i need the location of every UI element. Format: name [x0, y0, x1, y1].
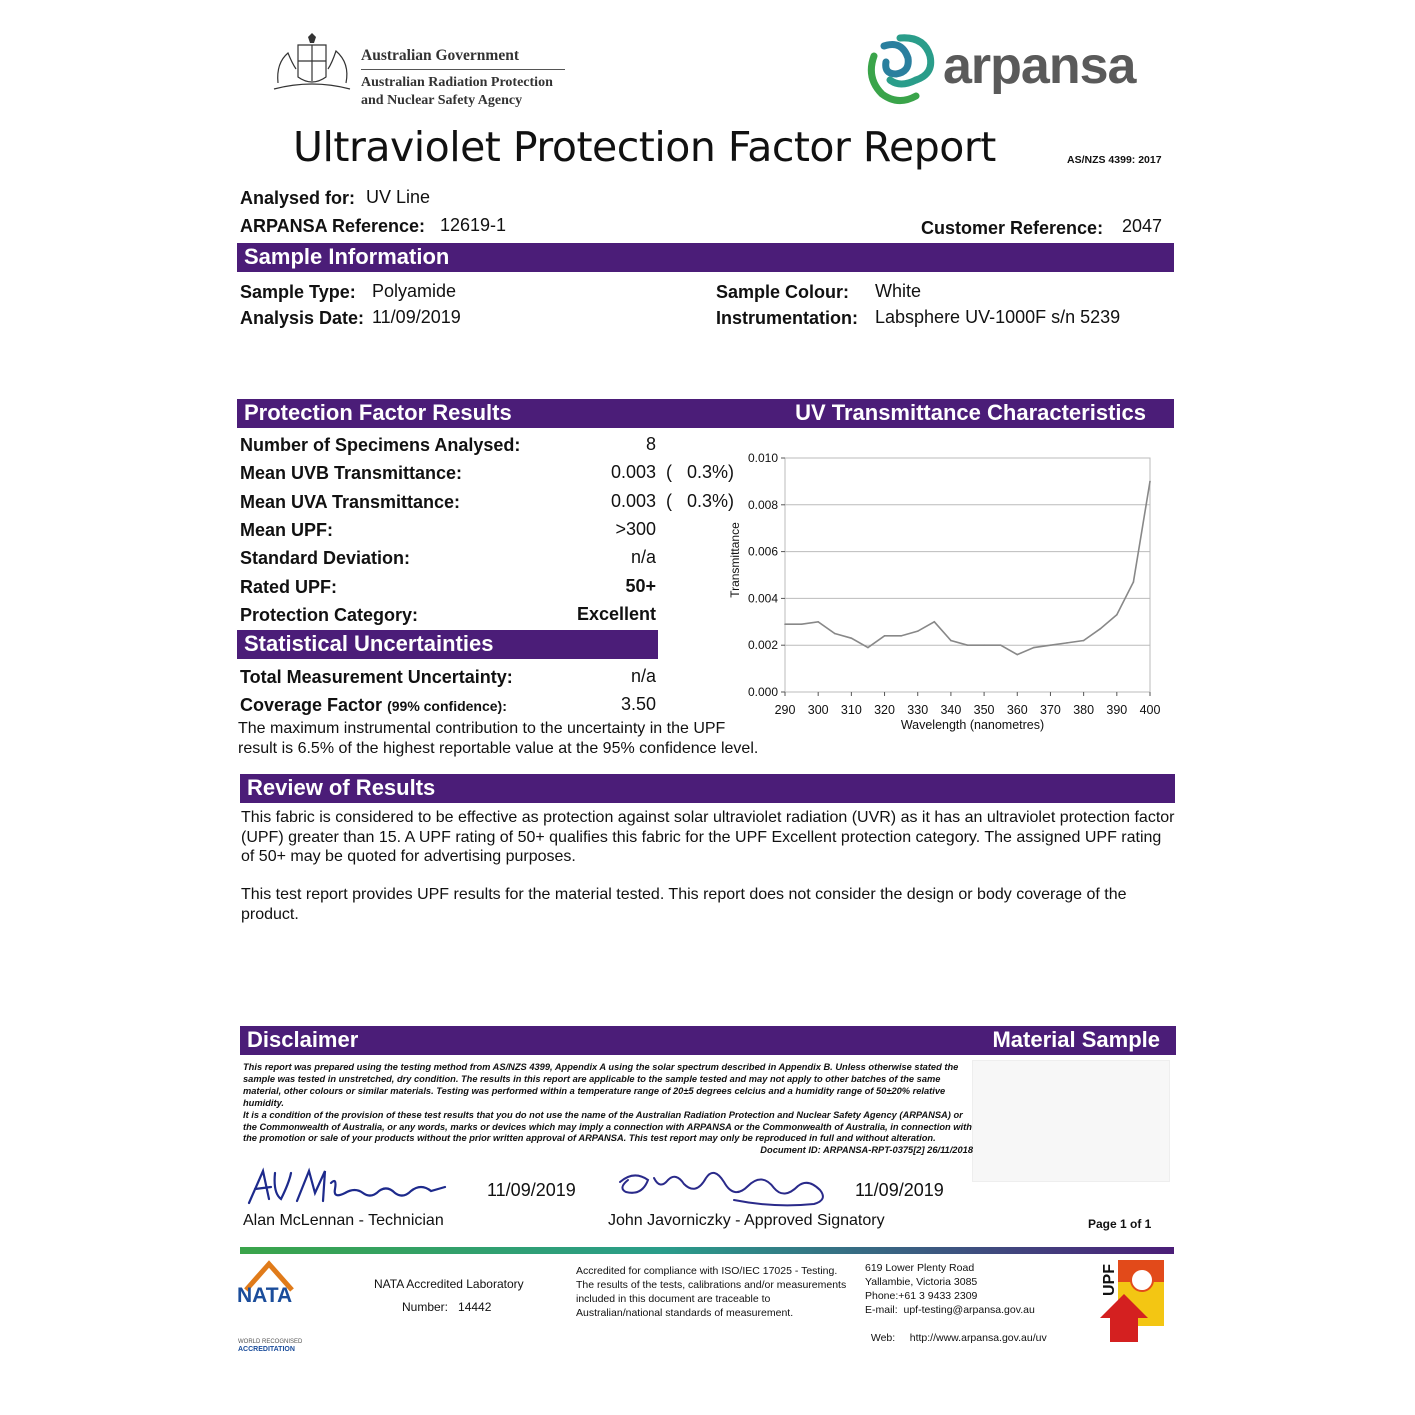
address-line-2: Yallambie, Victoria 3085 [865, 1276, 978, 1288]
y-axis-label: Transmittance [728, 522, 742, 598]
x-tick-label: 360 [1006, 703, 1028, 717]
rated-upf-value: 50+ [625, 576, 656, 596]
std-dev-label: Standard Deviation: [240, 548, 411, 568]
customer-ref-label: Customer Reference: [921, 218, 1104, 238]
data-point [851, 637, 853, 639]
accreditation-line-4: Australian/national standards of measurement. [576, 1307, 794, 1319]
arpansa-ref-value: 12619-1 [440, 215, 507, 235]
review-paragraph-2: This test report provides UPF results for the material tested. This report does not consider the design or body coverage of the product. [241, 886, 1127, 923]
results-heading: Protection Factor Results [244, 400, 512, 425]
x-tick-label: 300 [807, 703, 829, 717]
x-tick-label: 330 [907, 703, 929, 717]
results-bar [237, 399, 1174, 428]
data-point [884, 635, 886, 637]
mean-upf-value: >300 [615, 519, 656, 539]
review-bar [240, 774, 1175, 803]
data-point [1116, 614, 1118, 616]
data-point [1083, 640, 1085, 642]
y-tick-label: 0.000 [747, 685, 778, 699]
data-point [983, 644, 985, 646]
nata-wordmark: NATA [237, 1284, 293, 1307]
total-uncertainty-value: n/a [630, 666, 656, 686]
analysed-for [240, 188, 355, 209]
nata-sub-1: WORLD RECOGNISED [238, 1339, 303, 1345]
page-number: Page 1 of 1 [1088, 1217, 1152, 1231]
data-point [1149, 481, 1151, 483]
data-point [784, 623, 786, 625]
data-point [1066, 642, 1068, 644]
x-tick-label: 350 [973, 703, 995, 717]
gov-divider [361, 69, 565, 70]
coverage-value: 3.50 [620, 694, 656, 714]
coverage-label: Coverage Factor [240, 695, 383, 715]
y-tick-label: 0.004 [747, 591, 778, 606]
uncertainty-note-1: The maximum instrumental contribution to the uncertainty in the UPF [238, 720, 726, 737]
arpansa-brand: arpansa [943, 37, 1136, 95]
sample-colour-value: White [875, 281, 922, 301]
address-email: E-mail: upf-testing@arpansa.gov.au [865, 1304, 1035, 1316]
review-paragraph-1: This fabric is considered to be effective as protection against solar ultraviolet radiation (UVR) as it has an ultraviolet protection factor (UPF) greater than 15. A UPF rating of 50+ qualifies this fabric for the UPF Excellent protection category. The assigned UPF rating of 50+ may be quoted for advertising purposes. [241, 809, 1175, 865]
data-point [1033, 647, 1035, 649]
uvb-percent: ( 0.3%) [666, 462, 735, 482]
upf-logo-icon [1096, 1258, 1168, 1346]
signature-2-name: John Javorniczky - Approved Signatory [608, 1212, 885, 1229]
uvb-label: Mean UVB Transmittance: [240, 463, 463, 483]
chart-heading: UV Transmittance Characteristics [795, 400, 1146, 425]
sample-colour-label: Sample Colour: [716, 282, 850, 302]
document-id: Document ID: ARPANSA-RPT-0375[2] 26/11/2018 [760, 1145, 973, 1156]
data-point [967, 644, 969, 646]
x-tick-label: 380 [1073, 703, 1095, 717]
address-line-1: 619 Lower Plenty Road [865, 1262, 975, 1274]
sample-info-heading: Sample Information [244, 244, 450, 269]
y-tick-label: 0.010 [747, 451, 778, 465]
data-point [867, 647, 869, 649]
coverage-note: (99% confidence): [387, 698, 507, 714]
analysed-for-value: UV Line [366, 187, 431, 207]
sample-info-bar [237, 243, 1174, 272]
uv-transmittance-chart [720, 440, 1180, 740]
specimens-label: Number of Specimens Analysed: [240, 435, 521, 455]
data-point [817, 621, 819, 623]
data-point [1000, 644, 1002, 646]
total-uncertainty-label: Total Measurement Uncertainty: [240, 667, 513, 687]
disclaimer-heading: Disclaimer [247, 1027, 359, 1052]
gov-name-line3: and Nuclear Safety Agency [361, 93, 523, 108]
standard-ref: AS/NZS 4399: 2017 [1067, 154, 1162, 166]
signature-2-image [614, 1160, 834, 1215]
analysed-for-label: Analysed for: [240, 188, 356, 208]
material-sample-heading: Material Sample [992, 1027, 1160, 1052]
disclaimer-bar [240, 1026, 1176, 1055]
address-web[interactable] [865, 1317, 1047, 1345]
gov-name-line2: Australian Radiation Protection [361, 75, 553, 90]
instrumentation-label: Instrumentation: [716, 308, 858, 328]
mean-upf-label: Mean UPF: [240, 520, 334, 540]
nata-sub-2: ACCREDITATION [238, 1346, 295, 1353]
x-tick-label: 340 [940, 703, 962, 717]
web-link[interactable]: Web: http://www.arpansa.gov.au/uv [870, 1332, 1047, 1344]
data-point [1133, 581, 1135, 583]
x-tick-label: 370 [1040, 703, 1061, 717]
x-axis-label: Wavelength (nanometres) [900, 718, 1045, 732]
data-point [1050, 644, 1052, 646]
category-value: Excellent [576, 604, 656, 624]
accreditation-line-3: included in this document are traceable to [576, 1293, 771, 1305]
disclaimer-text-1: This report was prepared using the testing method from AS/NZS 4399, Appendix A using the solar spectrum described in Appendix B. Unless otherwise stated the sample was tested in unstretched, dry condition. The results in this report are applicable to the sample tested and may not apply to other batches of the same material, other colours or similar materials. Testing was performed within a temperature range of 20±5 degrees celcius and a humidity range of 50±20% relative humidity. [243, 1062, 959, 1108]
y-tick-label: 0.006 [747, 544, 778, 559]
page-title: Ultraviolet Protection Factor Report [293, 123, 996, 171]
x-tick-label: 310 [840, 703, 862, 717]
gov-crest-icon [268, 33, 356, 95]
uva-value: 0.003 [610, 491, 656, 511]
category-label: Protection Category: [240, 605, 419, 625]
analysis-date-value: 11/09/2019 [372, 307, 461, 327]
lab-line-2: Number: 14442 [402, 1300, 492, 1314]
review-heading: Review of Results [247, 775, 436, 800]
accreditation-line-2: The results of the tests, calibrations and/or measurements [576, 1279, 847, 1291]
signature-1-name: Alan McLennan - Technician [243, 1212, 444, 1229]
data-point [1099, 628, 1101, 630]
disclaimer-text-2: It is a condition of the provision of these test results that you do not use the name of the Australian Radiation Protection and Nuclear Safety Agency (ARPANSA) or the Commonwealth of Australia, or any words, marks or devices which may imply a connection with ARPANSA or the Commonwealth of Australia, in connection with the promotion or sale of your products without the prior written approval of ARPANSA. This test report may only be reproduced in full and without alteration. [243, 1109, 972, 1144]
uncertainties-bar [237, 630, 658, 659]
data-point [917, 630, 919, 632]
y-tick-label: 0.008 [747, 497, 778, 512]
address-phone: Phone:+61 3 9433 2309 [865, 1290, 978, 1302]
y-tick-label: 0.002 [747, 638, 778, 653]
coverage-factor [240, 695, 507, 716]
signature-2-date: 11/09/2019 [855, 1180, 944, 1200]
specimens-value: 8 [645, 434, 656, 454]
uvb-value: 0.003 [610, 462, 656, 482]
data-point [900, 635, 902, 637]
uva-label: Mean UVA Transmittance: [240, 492, 461, 512]
gov-name-line1: Australian Government [361, 47, 520, 64]
x-tick-label: 320 [874, 703, 895, 717]
sample-type-label: Sample Type: [240, 282, 356, 302]
x-tick-label: 390 [1106, 703, 1128, 717]
x-tick-label: 290 [774, 703, 796, 717]
disclaimer-text [243, 1062, 973, 1157]
arpansa-logo-icon [860, 30, 938, 110]
arpansa-ref-label: ARPANSA Reference: [240, 216, 426, 236]
signature-1-date: 11/09/2019 [487, 1180, 576, 1200]
data-point [834, 633, 836, 635]
analysis-date-label: Analysis Date: [240, 308, 365, 328]
signature-1-image [245, 1163, 455, 1216]
upf-logo-text: UPF [1101, 1264, 1118, 1296]
footer-gradient-rule [240, 1247, 1174, 1254]
plot-frame [785, 458, 1150, 692]
instrumentation-value: Labsphere UV-1000F s/n 5239 [875, 307, 1121, 327]
data-point [1016, 654, 1018, 656]
std-dev-value: n/a [630, 547, 656, 567]
lab-line-1: NATA Accredited Laboratory [374, 1277, 524, 1291]
uncertainty-note-2: result is 6.5% of the highest reportable value at the 95% confidence level. [238, 740, 759, 757]
rated-upf-label: Rated UPF: [240, 577, 338, 597]
uncertainties-heading: Statistical Uncertainties [244, 631, 494, 656]
data-point [801, 623, 803, 625]
uva-percent: ( 0.3%) [666, 491, 735, 511]
material-sample-swatch [972, 1060, 1170, 1182]
x-tick-label: 400 [1139, 703, 1161, 717]
accreditation-line-1: Accredited for compliance with ISO/IEC 17025 - Testing. [576, 1265, 838, 1277]
data-point [950, 640, 952, 642]
sample-type-value: Polyamide [372, 281, 457, 301]
transmittance-line [785, 481, 1150, 654]
customer-ref-value: 2047 [1122, 216, 1163, 236]
data-point [934, 621, 936, 623]
